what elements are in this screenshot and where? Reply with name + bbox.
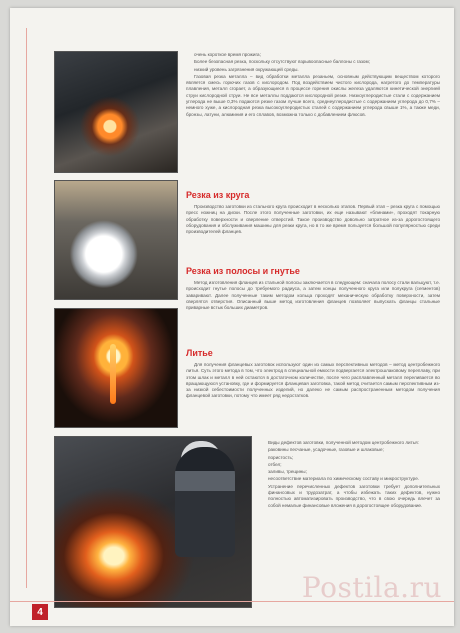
intro-p4: Газовая резка металла – вид обработки металла резаньем, основным действующим веществом которого является смесь горючих газов с кислородом. Под воздействием чистого кислорода, нагретого до температуры плавления, металл сгорает, а образующиеся в процессе горения окислы железа удаляются кинетической энергией струи кислородной струи. Не все металлы поддаются кислородной резке. Низкоуглеродистые стали с содержанием углерода не выше 0,3% подаются резке газом лучше всего, среднеуглеродистые с содержанием углерода до 0,7% – немного хуже, а кислородная резка высокоуглеродистых сталей с содержанием углерода свыше 1%, а также меди, бронзы, латуни, алюминия и его сплавов, возможна только с добавлением флюсов. (186, 73, 440, 117)
defect-item: раковины песчаные, усадочные, газовые и шлаковые; (268, 447, 384, 453)
watermark: Postila.ru (301, 571, 442, 604)
heading-circle: Резка из круга (186, 190, 250, 200)
footer-rule (10, 601, 454, 626)
molten-stream (110, 344, 116, 404)
page-number: 4 (32, 604, 48, 620)
page (10, 8, 454, 626)
strip-p1: Метод изготовления фланцев из стальной полосы заключается в следующем: сначала полосу стали вальцуют, т.е. происходит гнутье полосы до требуемого радиуса, а затем концы полученного круга или полукруга (сегментов) заваривают. Далее полученные таким методом кольца проходят механическую обработку поверхности, затем сверлятся отверстия. Описанный выше метод изготовления фланцев позволяет выпускать фланцы стальные приварные встык больших диаметров. (186, 280, 440, 311)
intro-p1: очень короткое время прожига; (194, 52, 261, 57)
photo-molten-pour (54, 308, 178, 428)
photo-casting-worker (54, 436, 252, 608)
margin-rule (26, 28, 47, 588)
worker-figure (175, 447, 235, 557)
defect-item: несоответствие материала по химическому составу и микроструктуре. (268, 476, 420, 482)
closing-text: Устранение перечисленных дефектов заготовки требует дополнительных финансовых и трудозатрат, а чтобы избежать таких дефектов, нужно полностью автоматизировать производство, что в свою очередь влечет за собой немалые финансовые вложения в дорогостоящее оборудование. (268, 483, 440, 508)
defects-intro: Виды дефектов заготовки, полученной методом центробежного литья: (268, 440, 419, 445)
casting-p1: Для получения фланцевых заготовок используют один из самых перспективных методов – метод центробежного литья. Суть этого метода в том, что электрод в специальной емкости подвергается электрошлаковому переплаву, при этом шлак и металл в ней остаются в достаточном количестве, после чего расплавленный металл переливается во вращающуюся установку, где и формируется фланцевая заготовка, такой метод считается самым перспективным из-за низкой себестоимости полученных изделий, но далеко не самым распространенным методом получения фланцевой заготовки, потому что имеет ряд недостатков. (186, 362, 440, 399)
defect-item: отбел; (268, 461, 282, 467)
intro-p3: низкий уровень загрязнения окружающей среды. (194, 66, 299, 72)
defect-item: заливы, трещины; (268, 469, 307, 475)
circle-p1: Производство заготовки из стального круга происходит в несколько этапов. Первый этап – резка круга с помощью пресс ножниц на диски. После этого полученные заготовки, их еще называют «блинами», проходят токарную обработку поверхности и сверление отверстий. Такое производство довольно затратное из-за дорогостоящего оборудования и обслуживания машины для резки круга, но в то же время пользуется большой популярностью среди производителей фланцев. (186, 204, 440, 235)
heading-casting: Литье (186, 348, 213, 358)
intro-p2: Более безопасная резка, поскольку отсутствуют взрывоопасные баллоны с газом; (194, 59, 370, 65)
photo-gas-cutting (54, 51, 178, 173)
strip-text (186, 280, 440, 312)
circle-text (186, 204, 440, 236)
defects-text (260, 440, 440, 510)
intro-text (186, 52, 440, 119)
heading-strip: Резка из полосы и гнутье (186, 266, 300, 276)
photo-circle-disc (54, 180, 178, 300)
defect-item: пористость; (268, 454, 294, 460)
casting-text (186, 362, 440, 401)
